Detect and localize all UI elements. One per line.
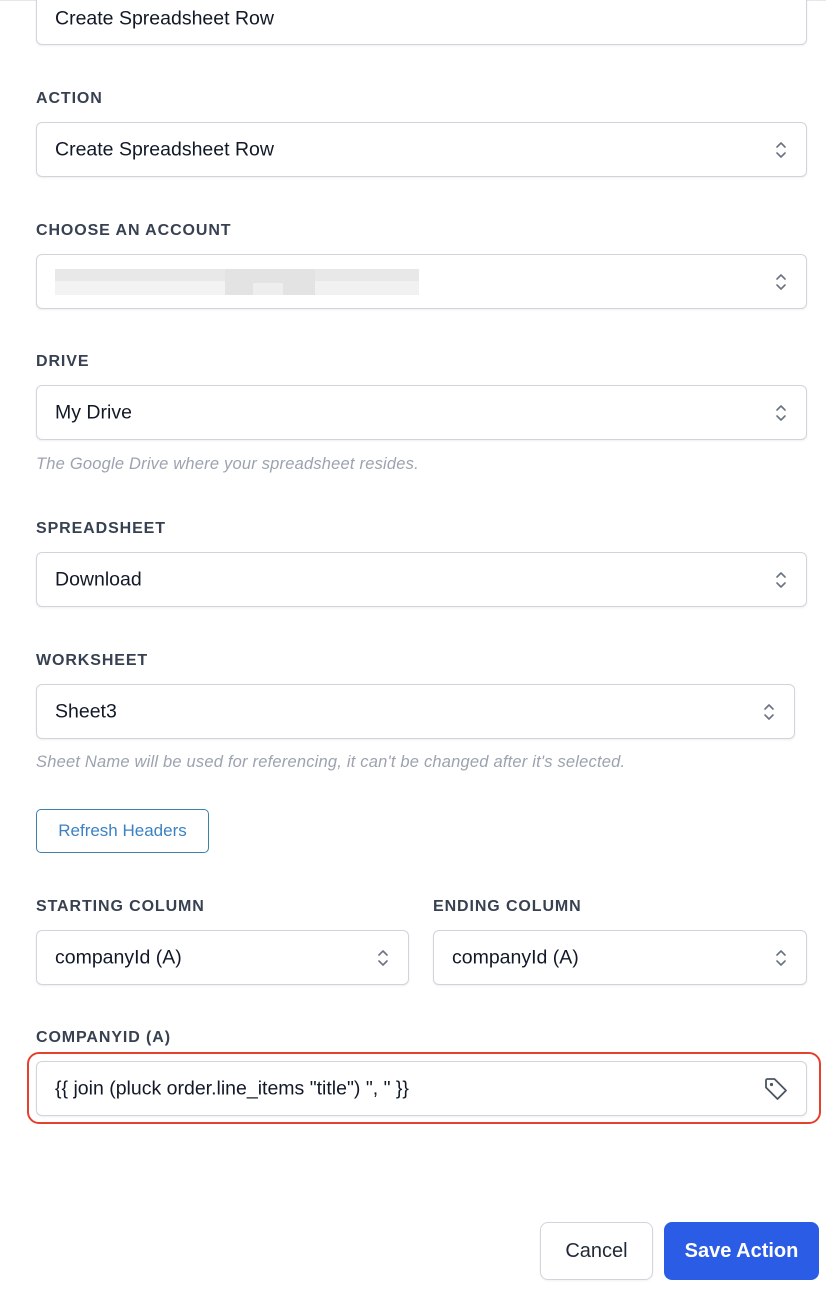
chevron-up-down-icon [774, 568, 788, 592]
cancel-button[interactable]: Cancel [540, 1222, 653, 1280]
tag-icon[interactable] [762, 1075, 790, 1103]
ending-column-value: companyId (A) [452, 946, 579, 968]
action-select-value: Create Spreadsheet Row [55, 138, 274, 160]
save-action-button[interactable]: Save Action [664, 1222, 819, 1280]
action-label: ACTION [36, 90, 103, 107]
starting-column-value: companyId (A) [55, 946, 182, 968]
companyid-input-value: {{ join (pluck order.line_items "title") ", " }} [55, 1077, 409, 1099]
drive-label: DRIVE [36, 353, 90, 370]
action-select[interactable] [36, 122, 807, 177]
worksheet-help-text: Sheet Name will be used for referencing, it can't be changed after it's selected. [36, 753, 626, 771]
spreadsheet-select[interactable] [36, 552, 807, 607]
chevron-up-down-icon [762, 700, 776, 724]
chevron-up-down-icon [774, 946, 788, 970]
chevron-up-down-icon [774, 270, 788, 294]
worksheet-label: WORKSHEET [36, 652, 149, 669]
trigger-action-value: Create Spreadsheet Row [55, 7, 274, 30]
chevron-up-down-icon [376, 946, 390, 970]
ending-column-label: ENDING COLUMN [433, 898, 582, 915]
drive-select[interactable] [36, 385, 807, 440]
account-label: CHOOSE AN ACCOUNT [36, 222, 232, 239]
spreadsheet-select-value: Download [55, 568, 142, 590]
ending-column-select[interactable] [433, 930, 807, 985]
trigger-action-field[interactable] [36, 0, 807, 45]
redacted-account-value [55, 269, 419, 295]
starting-column-label: STARTING COLUMN [36, 898, 205, 915]
companyid-input[interactable] [36, 1061, 807, 1116]
account-select[interactable] [36, 254, 807, 309]
starting-column-select[interactable] [36, 930, 409, 985]
drive-select-value: My Drive [55, 401, 132, 423]
chevron-up-down-icon [774, 401, 788, 425]
refresh-headers-button[interactable]: Refresh Headers [36, 809, 209, 853]
worksheet-select-value: Sheet3 [55, 700, 117, 722]
chevron-up-down-icon [774, 138, 788, 162]
drive-help-text: The Google Drive where your spreadsheet resides. [36, 455, 419, 473]
spreadsheet-label: SPREADSHEET [36, 520, 166, 537]
worksheet-select[interactable] [36, 684, 795, 739]
companyid-label: COMPANYID (A) [36, 1029, 171, 1046]
